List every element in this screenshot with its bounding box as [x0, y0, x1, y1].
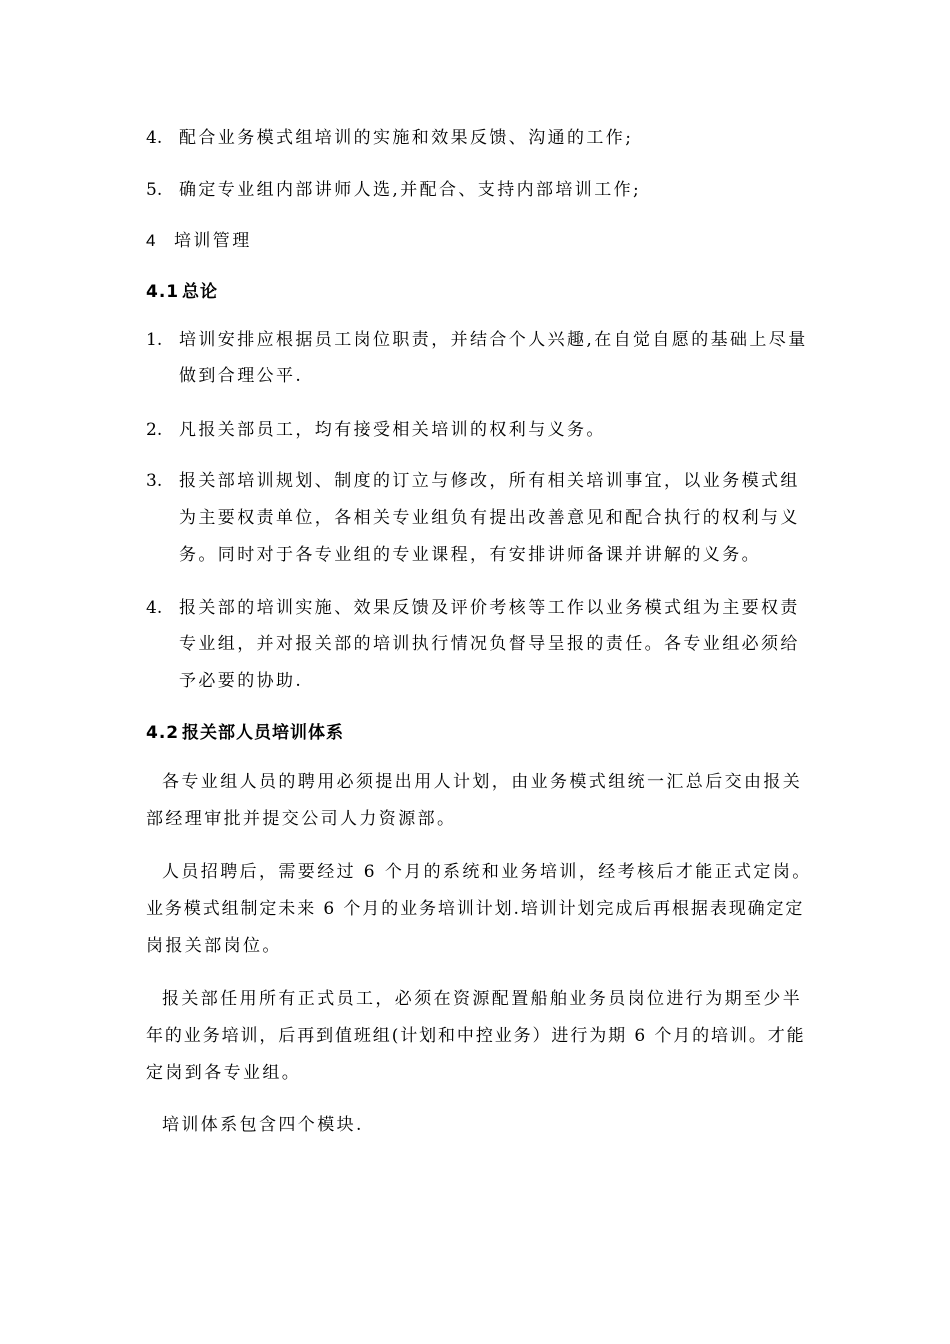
list-text: 确定专业组内部讲师人选,并配合、支持内部培训工作; — [179, 180, 642, 200]
paragraph-line: 岗报关部岗位。 — [146, 936, 282, 956]
list-text-line: 专业组，并对报关部的培训执行情况负督导呈报的责任。各专业组必须给 — [179, 634, 800, 654]
list-number: 1. — [146, 330, 163, 350]
paragraph-line: 报关部任用所有正式员工，必须在资源配置船舶业务员岗位进行为期至少半 — [162, 989, 803, 1009]
paragraph-line: 年的业务培训，后再到值班组(计划和中控业务）进行为期 6 个月的培训。才能 — [146, 1026, 806, 1046]
list-number: 5. — [146, 180, 163, 200]
list-number: 4. — [146, 598, 163, 618]
list-text-line: 为主要权责单位，各相关专业组负有提出改善意见和配合执行的权利与义 — [179, 508, 800, 528]
list-text-line: 报关部的培训实施、效果反馈及评价考核等工作以业务模式组为主要权责 — [179, 598, 800, 618]
list-text: 配合业务模式组培训的实施和效果反馈、沟通的工作; — [179, 128, 634, 148]
paragraph-line: 定岗到各专业组。 — [146, 1063, 302, 1083]
paragraph-line: 业务模式组制定未来 6 个月的业务培训计划.培训计划完成后再根据表现确定定 — [146, 899, 805, 919]
list-text-line: 凡报关部员工，均有接受相关培训的权利与义务。 — [179, 420, 606, 440]
list-text-line: 做到合理公平. — [179, 366, 304, 386]
list-text-line: 务。同时对于各专业组的专业课程，有安排讲师备课并讲解的义务。 — [179, 545, 761, 565]
paragraph-line: 人员招聘后，需要经过 6 个月的系统和业务培训，经考核后才能正式定岗。 — [162, 862, 812, 882]
list-text-line: 培训安排应根据员工岗位职责，并结合个人兴趣,在自觉自愿的基础上尽量 — [179, 330, 808, 350]
list-number: 2. — [146, 420, 163, 440]
section-number: 4 — [146, 231, 156, 250]
section-title: 培训管理 — [174, 231, 252, 251]
subsection-title: 报关部人员培训体系 — [182, 723, 344, 743]
paragraph-line: 培训体系包含四个模块. — [162, 1115, 364, 1135]
list-text-line: 报关部培训规划、制度的订立与修改，所有相关培训事宜，以业务模式组 — [179, 471, 800, 491]
list-text-line: 予必要的协助. — [179, 671, 304, 691]
paragraph-line: 各专业组人员的聘用必须提出用人计划，由业务模式组统一汇总后交由报关 — [162, 772, 803, 792]
list-number: 4. — [146, 128, 163, 148]
subsection-number: 4.1 — [146, 282, 180, 302]
subsection-number: 4.2 — [146, 723, 180, 743]
list-number: 3. — [146, 471, 163, 491]
subsection-title: 总论 — [182, 282, 218, 302]
paragraph-line: 部经理审批并提交公司人力资源部。 — [146, 809, 457, 829]
